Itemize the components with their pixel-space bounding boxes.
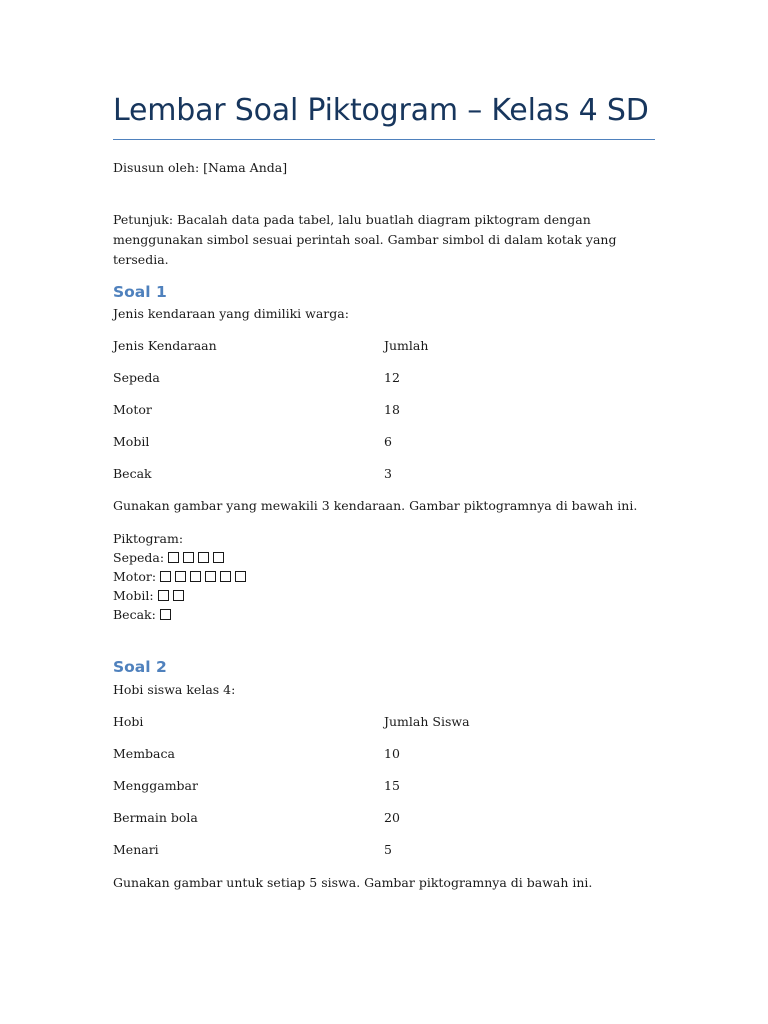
table-row — [113, 808, 653, 828]
table-row — [113, 840, 653, 860]
table-cell: 18 — [384, 402, 400, 417]
table-cell: 5 — [384, 842, 392, 857]
author-line: Disusun oleh: [Nama Anda] — [113, 160, 288, 175]
empty-box-icon — [213, 552, 224, 563]
empty-box-icon — [190, 571, 201, 582]
soal2-heading: Soal 2 — [113, 658, 167, 676]
table-cell: 3 — [384, 466, 392, 481]
table-row — [113, 464, 653, 484]
soal2-intro: Hobi siswa kelas 4: — [113, 682, 236, 697]
soal1-intro: Jenis kendaraan yang dimiliki warga: — [113, 306, 349, 321]
pictogram-row-label: Becak: — [113, 607, 156, 622]
empty-box-icon — [160, 609, 171, 620]
table-cell: Sepeda — [113, 370, 160, 385]
table-row — [113, 432, 653, 452]
pictogram-row — [113, 586, 188, 605]
title-underline — [113, 139, 655, 140]
table-cell: 12 — [384, 370, 400, 385]
table-row — [113, 400, 653, 420]
empty-box-icon — [173, 590, 184, 601]
table-cell: 10 — [384, 746, 400, 761]
empty-box-icon — [168, 552, 179, 563]
empty-box-icon — [160, 571, 171, 582]
soal1-note: Gunakan gambar yang mewakili 3 kendaraan. Gambar piktogramnya di bawah ini. — [113, 498, 638, 513]
empty-box-icon — [205, 571, 216, 582]
table-cell: Menari — [113, 842, 159, 857]
pictogram-row-label: Sepeda: — [113, 550, 165, 565]
pictogram-row — [113, 548, 228, 567]
pictogram-row-label: Mobil: — [113, 588, 154, 603]
table-cell: 20 — [384, 810, 400, 825]
table-cell: 6 — [384, 434, 392, 449]
pictogram-label: Piktogram: — [113, 531, 184, 546]
table-cell: Becak — [113, 466, 152, 481]
empty-box-icon — [198, 552, 209, 563]
soal2-note: Gunakan gambar untuk setiap 5 siswa. Gambar piktogramnya di bawah ini. — [113, 875, 593, 890]
empty-box-icon — [220, 571, 231, 582]
table-cell: Bermain bola — [113, 810, 198, 825]
soal1-heading: Soal 1 — [113, 283, 167, 301]
pictogram-row-label: Motor: — [113, 569, 157, 584]
empty-box-icon — [158, 590, 169, 601]
table-cell: Membaca — [113, 746, 175, 761]
table-row — [113, 776, 653, 796]
document-title: Lembar Soal Piktogram – Kelas 4 SD — [113, 93, 649, 128]
table-row — [113, 744, 653, 764]
instructions-paragraph: Petunjuk: Bacalah data pada tabel, lalu buatlah diagram piktogram dengan menggunakan simbol sesuai perintah soal. Gambar simbol di dalam kotak yang tersedia. — [113, 212, 617, 267]
column-header: Jumlah — [384, 338, 429, 353]
table-cell: Mobil — [113, 434, 150, 449]
table-row — [113, 368, 653, 388]
empty-box-icon — [235, 571, 246, 582]
table-cell: Motor — [113, 402, 152, 417]
empty-box-icon — [175, 571, 186, 582]
column-header: Jumlah Siswa — [384, 714, 470, 729]
table-header-row — [113, 336, 653, 356]
table-header-row — [113, 712, 653, 732]
empty-box-icon — [183, 552, 194, 563]
table-cell: Menggambar — [113, 778, 198, 793]
column-header: Jenis Kendaraan — [113, 338, 217, 353]
column-header: Hobi — [113, 714, 144, 729]
pictogram-row — [113, 567, 250, 586]
pictogram-row — [113, 605, 175, 624]
table-cell: 15 — [384, 778, 400, 793]
